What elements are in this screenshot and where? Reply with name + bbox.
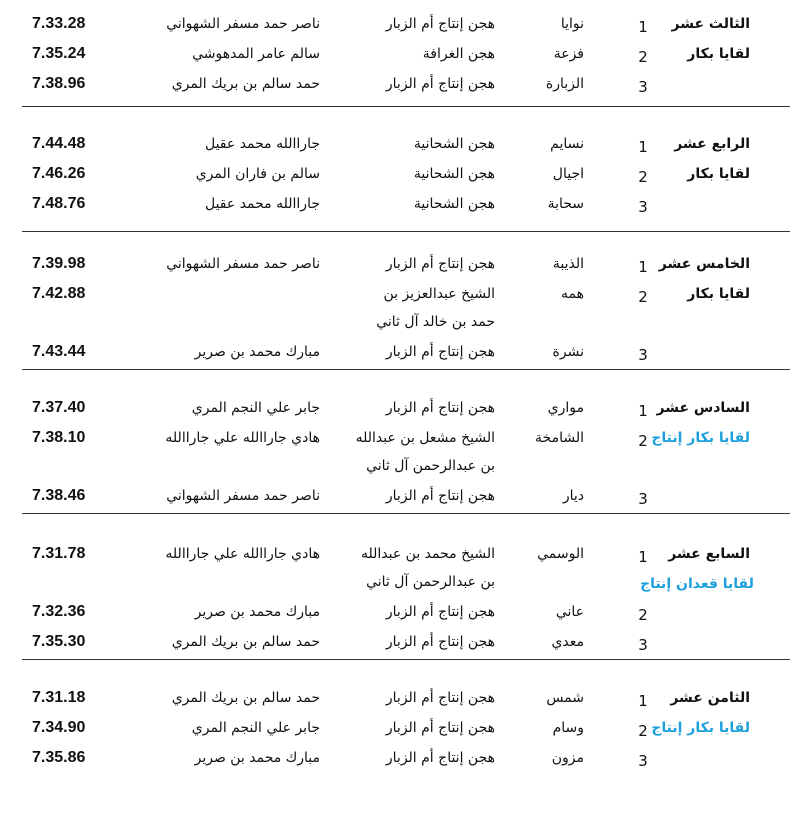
rank-number: 3 (638, 198, 648, 216)
race-time: 7.32.36 (32, 603, 86, 620)
stable-name: الشيخ محمد بن عبدالله (360, 546, 495, 562)
owner-name: مبارك محمد بن صرير (194, 344, 320, 360)
race-time: 7.31.18 (32, 689, 86, 706)
rank-number: 1 (638, 402, 648, 420)
stable-name: بن عبدالرحمن آل ثاني (366, 574, 495, 590)
race-time: 7.38.96 (32, 75, 86, 92)
stable-name: هجن إنتاج أم الزبار (385, 750, 495, 766)
race-title: الثامن عشر (670, 690, 750, 706)
rank-number: 1 (638, 138, 648, 156)
stable-name: هجن الغرافة (422, 46, 495, 62)
owner-name: حمد سالم بن بريك المري (171, 634, 320, 650)
rank-number: 2 (638, 168, 648, 186)
rank-number: 3 (638, 490, 648, 508)
owner-name: هادي جاراالله علي جاراالله (165, 546, 320, 562)
race-category: لقايا بكار إنتاج (651, 720, 750, 736)
rank-number: 2 (638, 288, 648, 306)
race-time: 7.35.30 (32, 633, 86, 650)
stable-name: هجن الشحانية (413, 136, 495, 152)
stable-name: الشيخ عبدالعزيز بن (383, 286, 495, 302)
camel-name: همه (561, 286, 584, 302)
owner-name: جاراالله محمد عقيل (204, 196, 320, 212)
rank-number: 2 (638, 48, 648, 66)
stable-name: هجن إنتاج أم الزبار (385, 634, 495, 650)
stable-name: هجن إنتاج أم الزبار (385, 76, 495, 92)
camel-name: سحابة (547, 196, 584, 212)
stable-name: بن عبدالرحمن آل ثاني (366, 458, 495, 474)
stable-name: الشيخ مشعل بن عبدالله (355, 430, 495, 446)
section-divider (22, 513, 790, 514)
owner-name: ناصر حمد مسفر الشهواني (166, 256, 320, 272)
race-title: السابع عشر (668, 546, 750, 562)
rank-number: 3 (638, 636, 648, 654)
race-time: 7.31.78 (32, 545, 86, 562)
stable-name: هجن إنتاج أم الزبار (385, 690, 495, 706)
race-title: الثالث عشر (671, 16, 750, 32)
camel-name: الوسمي (537, 546, 584, 562)
race-time: 7.46.26 (32, 165, 86, 182)
owner-name: جاراالله محمد عقيل (204, 136, 320, 152)
camel-name: وسام (552, 720, 584, 736)
stable-name: هجن الشحانية (413, 166, 495, 182)
race-category: لقايا قعدان إنتاج (640, 576, 754, 592)
race-category: لقايا بكار إنتاج (651, 430, 750, 446)
stable-name: هجن الشحانية (413, 196, 495, 212)
stable-name: هجن إنتاج أم الزبار (385, 604, 495, 620)
race-time: 7.35.24 (32, 45, 86, 62)
race-time: 7.37.40 (32, 399, 86, 416)
stable-name: هجن إنتاج أم الزبار (385, 488, 495, 504)
camel-name: معدي (551, 634, 584, 650)
owner-name: مبارك محمد بن صرير (194, 750, 320, 766)
section-divider (22, 106, 790, 107)
race-time: 7.48.76 (32, 195, 86, 212)
owner-name: مبارك محمد بن صرير (194, 604, 320, 620)
camel-name: الذيبة (552, 256, 584, 272)
race-title: الرابع عشر (674, 136, 750, 152)
rank-number: 1 (638, 18, 648, 36)
race-category: لقايا بكار (687, 46, 750, 62)
stable-name: هجن إنتاج أم الزبار (385, 400, 495, 416)
race-time: 7.38.10 (32, 429, 86, 446)
rank-number: 2 (638, 432, 648, 450)
race-category: لقايا بكار (687, 286, 750, 302)
camel-name: نشرة (552, 344, 584, 360)
race-category: لقايا بكار (687, 166, 750, 182)
section-divider (22, 659, 790, 660)
section-divider (22, 369, 790, 370)
race-time: 7.42.88 (32, 285, 86, 302)
race-time: 7.38.46 (32, 487, 86, 504)
owner-name: سالم عامر المدهوشي (192, 46, 320, 62)
rank-number: 2 (638, 606, 648, 624)
race-time: 7.44.48 (32, 135, 86, 152)
camel-name: اجيال (552, 166, 584, 182)
rank-number: 3 (638, 346, 648, 364)
race-time: 7.34.90 (32, 719, 86, 736)
owner-name: حمد سالم بن بريك المري (171, 690, 320, 706)
owner-name: هادي جاراالله علي جاراالله (165, 430, 320, 446)
camel-name: مواري (547, 400, 584, 416)
race-time: 7.33.28 (32, 15, 86, 32)
camel-name: نسايم (550, 136, 584, 152)
rank-number: 2 (638, 722, 648, 740)
rank-number: 1 (638, 548, 648, 566)
section-divider (22, 231, 790, 232)
stable-name: حمد بن خالد آل ثاني (376, 314, 495, 330)
owner-name: ناصر حمد مسفر الشهواني (166, 16, 320, 32)
race-title: الخامس عشر (658, 256, 750, 272)
camel-name: شمس (546, 690, 584, 706)
race-time: 7.39.98 (32, 255, 86, 272)
race-time: 7.43.44 (32, 343, 86, 360)
owner-name: سالم بن فاران المري (195, 166, 320, 182)
camel-name: عاني (555, 604, 584, 620)
camel-name: الزبارة (545, 76, 584, 92)
rank-number: 1 (638, 692, 648, 710)
stable-name: هجن إنتاج أم الزبار (385, 256, 495, 272)
camel-name: الشامخة (535, 430, 584, 446)
rank-number: 3 (638, 752, 648, 770)
owner-name: حمد سالم بن بريك المري (171, 76, 320, 92)
stable-name: هجن إنتاج أم الزبار (385, 344, 495, 360)
rank-number: 3 (638, 78, 648, 96)
camel-name: نوايا (560, 16, 584, 32)
stable-name: هجن إنتاج أم الزبار (385, 16, 495, 32)
rank-number: 1 (638, 258, 648, 276)
owner-name: جابر علي النجم المري (191, 400, 320, 416)
owner-name: جابر علي النجم المري (191, 720, 320, 736)
race-time: 7.35.86 (32, 749, 86, 766)
camel-name: فزعة (553, 46, 584, 62)
camel-name: ديار (562, 488, 584, 504)
owner-name: ناصر حمد مسفر الشهواني (166, 488, 320, 504)
stable-name: هجن إنتاج أم الزبار (385, 720, 495, 736)
race-title: السادس عشر (656, 400, 750, 416)
camel-name: مزون (551, 750, 584, 766)
